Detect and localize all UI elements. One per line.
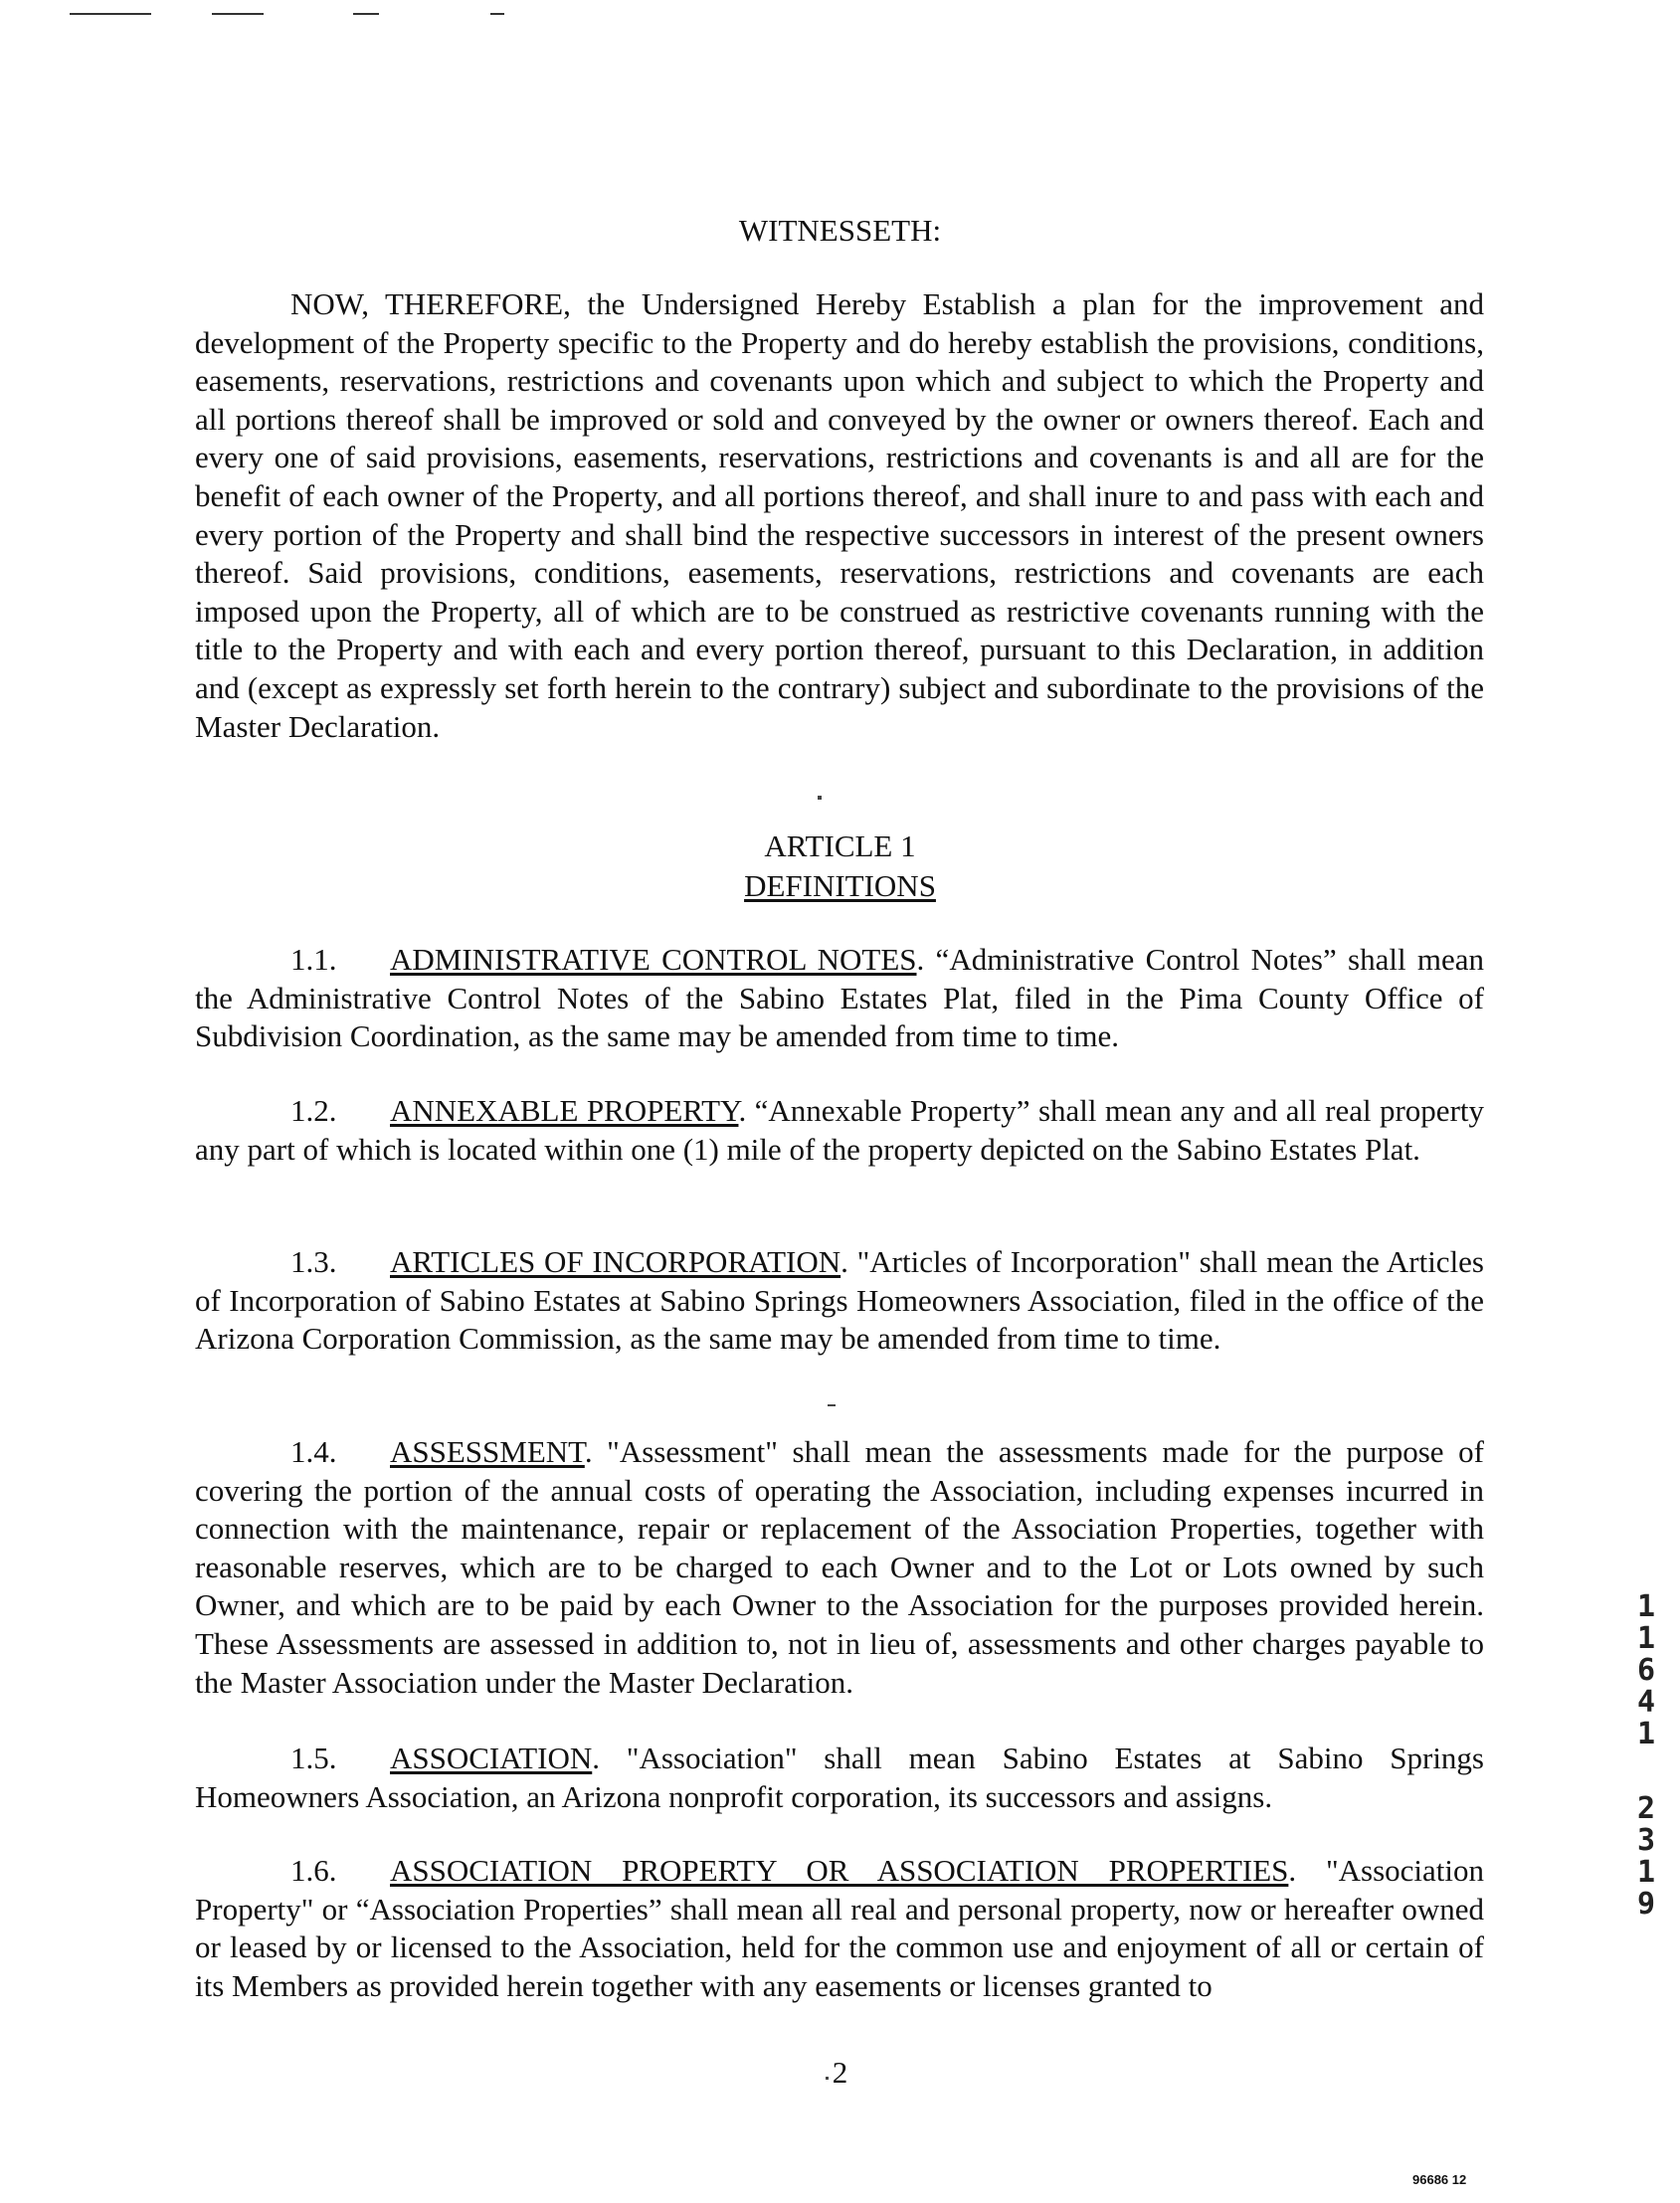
definition-number: 1.3.	[290, 1244, 337, 1279]
stamp-digit: 3	[1636, 1823, 1656, 1858]
document-code: 96686 12	[1412, 2172, 1467, 2187]
stamp-digit: 1	[1636, 1717, 1656, 1751]
definition-1-5	[195, 1740, 1484, 1816]
stamp-digit: 1	[1636, 1621, 1656, 1656]
definition-1-3	[195, 1243, 1484, 1359]
definition-number: 1.1.	[290, 942, 337, 977]
definition-text: . “Administrative Control Notes” shall mean the Administrative Control Notes of the Sabino Estates Plat, filed in the Pima County Office of Subdivision Coordination, as the same may be amended from time to time.	[195, 942, 1484, 1054]
scan-mark	[70, 13, 151, 15]
definition-1-2	[195, 1092, 1484, 1169]
stamp-digit: 4	[1636, 1685, 1656, 1720]
definition-number: 1.2.	[290, 1093, 337, 1128]
stamp-digit: 9	[1636, 1887, 1656, 1922]
witnesseth-heading: WITNESSETH:	[738, 213, 942, 248]
definition-number: 1.6.	[290, 1853, 337, 1888]
definition-1-4	[195, 1433, 1484, 1702]
definition-text: . “Annexable Property” shall mean any and all real property any part of which is located within one (1) mile of the property depicted on the Sabino Estates Plat.	[195, 1093, 1485, 1167]
page-number: 2	[832, 2055, 848, 2090]
stamp-digit: 2	[1636, 1791, 1656, 1826]
side-stamp-upper	[1626, 1591, 1666, 1750]
scan-mark	[353, 13, 379, 15]
intro-text: NOW, THEREFORE, the Undersigned Hereby Establish a plan for the improvement and development of the Property specific to the Property and do hereby establish the provisions, conditions, easements, reservations, restrictions and covenants upon which and subject to which the Property and all portions thereof shall be improved or sold and conveyed by the owner or owners thereof. Each and every one of said provisions, easements, reservations, restrictions and covenants is and all are for the benefit of each owner of the Property, and all portions thereof, and shall inure to and pass with each and every portion of the Property and shall bind the respective successors in interest of the present owners thereof. Said provisions, conditions, easements, reservations, restrictions and covenants are each imposed upon the Property, all of which are to be construed as restrictive covenants running with the title to the Property and with each and every portion thereof, pursuant to this Declaration, in addition and (except as expressly set forth herein to the contrary) subject and subordinate to the provisions of the Master Declaration.	[195, 286, 1484, 744]
definition-term: ASSOCIATION	[390, 1741, 593, 1775]
scan-mark	[212, 13, 264, 15]
definition-text: . "Articles of Incorporation" shall mean the Articles of Incorporation of Sabino Estates at Sabino Springs Homeowners Association, filed in the office of the Arizona Corporation Commission, as the same may be amended from time to time.	[195, 1244, 1484, 1357]
definition-term: ASSESSMENT	[390, 1434, 585, 1469]
definition-number: 1.4.	[290, 1434, 337, 1469]
definition-term: ADMINISTRATIVE CONTROL NOTES	[390, 942, 917, 977]
definition-term: ARTICLES OF INCORPORATION	[390, 1244, 841, 1279]
definition-term: ANNEXABLE PROPERTY	[390, 1093, 739, 1128]
definition-text: . "Assessment" shall mean the assessments made for the purpose of covering the portion of the annual costs of operating the Association, including expenses incurred in connection with the maintenance, repair or replacement of the Association Properties, together with reasonable reserves, which are to be charged to each Owner and to the Lot or Lots owned by such Owner, and which are to be paid by each Owner to the Association for the purposes provided herein. These Assessments are assessed in addition to, not in lieu of, assessments and other charges payable to the Master Association under the Master Declaration.	[195, 1434, 1484, 1700]
definition-term: ASSOCIATION PROPERTY OR ASSOCIATION PROPERTIES	[390, 1853, 1289, 1888]
article-number: ARTICLE 1	[764, 828, 916, 863]
side-stamp-lower	[1626, 1793, 1666, 1921]
article-title-text: DEFINITIONS	[744, 868, 936, 903]
stamp-digit: 1	[1636, 1589, 1656, 1624]
definition-number: 1.5.	[290, 1741, 337, 1775]
scan-dot	[828, 1404, 836, 1406]
definition-text: . "Association" shall mean Sabino Estates at Sabino Springs Homeowners Association, an Arizona nonprofit corporation, its successors and assigns.	[195, 1741, 1484, 1814]
stamp-digit: 6	[1636, 1653, 1656, 1688]
scan-dot	[818, 796, 822, 800]
intro-paragraph	[195, 285, 1484, 746]
definition-text: . "Association Property" or “Association Properties” shall mean all real and personal property, now or hereafter owned or leased by or licensed to the Association, held for the common use and enjoyment of all or certain of its Members as provided herein together with any easements or licenses granted to	[195, 1853, 1484, 2003]
article-title	[0, 867, 1680, 905]
definition-1-6	[195, 1852, 1484, 2005]
scan-mark	[490, 13, 504, 15]
definition-1-1	[195, 941, 1484, 1056]
stamp-digit: 1	[1636, 1855, 1656, 1890]
